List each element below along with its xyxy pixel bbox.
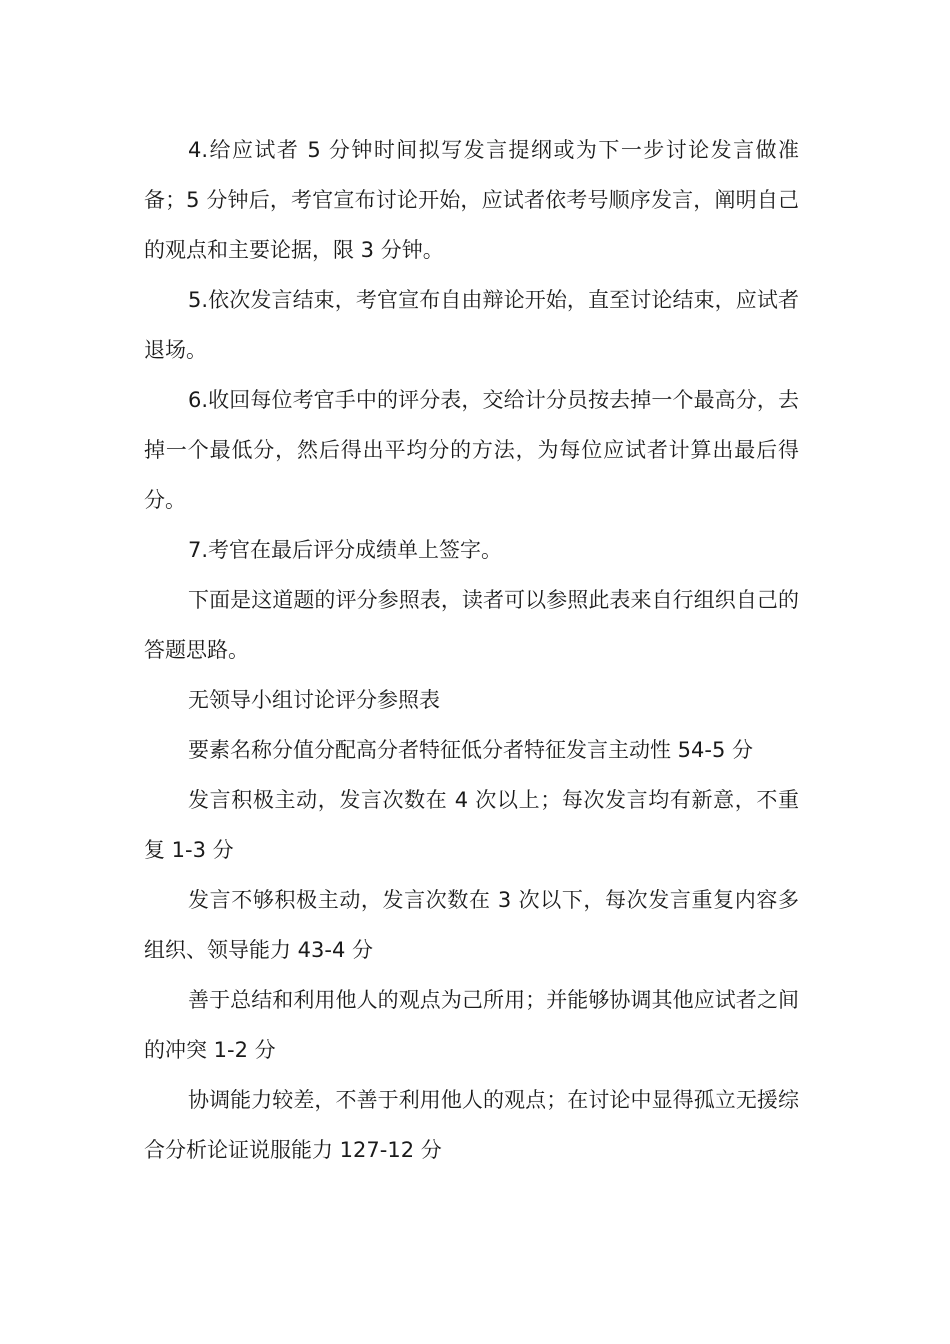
paragraph-step-7: 7.考官在最后评分成绩单上签字。	[188, 538, 503, 562]
paragraph-intro-table: 下面是这道题的评分参照表，读者可以参照此表来自行组织自己的答题思路。	[144, 588, 799, 662]
criteria-leadership-high: 善于总结和利用他人的观点为己所用；并能够协调其他应试者之间的冲突 1-2 分	[144, 988, 799, 1062]
paragraph-step-4: 4.给应试者 5 分钟时间拟写发言提纲或为下一步讨论发言做准备；5 分钟后，考官宣布讨论开始，应试者依考号顺序发言，阐明自己的观点和主要论据，限 3 分钟。	[144, 138, 799, 262]
criteria-leadership-low: 协调能力较差，不善于利用他人的观点；在讨论中显得孤立无援综合分析论证说服能力 127-12 分	[144, 1088, 799, 1162]
criteria-speaking-low: 发言不够积极主动，发言次数在 3 次以下，每次发言重复内容多组织、领导能力 43-4 分	[144, 888, 799, 962]
paragraph-step-6: 6.收回每位考官手中的评分表，交给计分员按去掉一个最高分，去掉一个最低分，然后得出平均分的方法，为每位应试者计算出最后得分。	[144, 388, 799, 512]
document-body	[144, 125, 799, 1175]
table-title: 无领导小组讨论评分参照表	[188, 688, 440, 712]
paragraph-step-5: 5.依次发言结束，考官宣布自由辩论开始，直至讨论结束，应试者退场。	[144, 288, 799, 362]
table-header-row: 要素名称分值分配高分者特征低分者特征发言主动性 54-5 分	[188, 738, 754, 762]
criteria-speaking-high: 发言积极主动，发言次数在 4 次以上；每次发言均有新意，不重复 1-3 分	[144, 788, 799, 862]
